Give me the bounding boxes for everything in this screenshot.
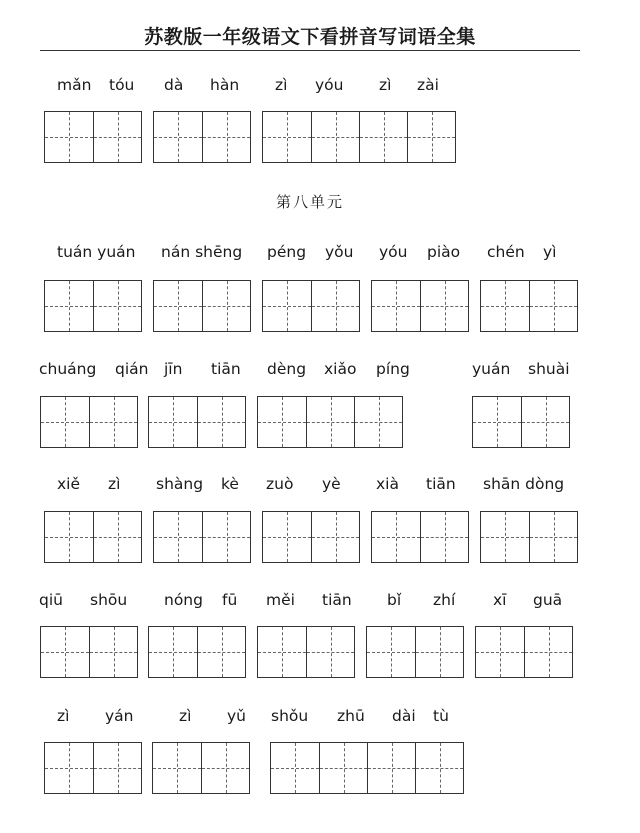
writing-grid[interactable] xyxy=(270,742,464,794)
writing-grid[interactable] xyxy=(148,396,246,448)
pinyin: xiǎo xyxy=(324,360,357,378)
pinyin: shǒu xyxy=(271,707,309,725)
writing-grid[interactable] xyxy=(153,111,251,163)
pinyin: tóu xyxy=(109,76,135,94)
pinyin: shàng xyxy=(156,475,204,493)
pinyin: zì xyxy=(275,76,288,94)
pinyin: qiū xyxy=(39,591,63,609)
pinyin: zhí xyxy=(433,591,456,609)
pinyin: piào xyxy=(427,243,461,261)
pinyin: shān dòng xyxy=(483,475,565,493)
pinyin: yóu xyxy=(379,243,408,261)
title-underline xyxy=(40,50,580,51)
writing-grid[interactable] xyxy=(366,626,464,678)
writing-grid[interactable] xyxy=(257,396,403,448)
writing-grid[interactable] xyxy=(44,511,142,563)
pinyin: zhū xyxy=(337,707,365,725)
pinyin: yuán xyxy=(472,360,511,378)
pinyin: nóng xyxy=(164,591,203,609)
pinyin: yǔ xyxy=(227,707,246,725)
pinyin: mǎn xyxy=(57,76,92,94)
pinyin: zì xyxy=(57,707,70,725)
pinyin: chuáng xyxy=(39,360,97,378)
writing-grid[interactable] xyxy=(475,626,573,678)
pinyin: dèng xyxy=(267,360,307,378)
writing-grid[interactable] xyxy=(44,742,142,794)
pinyin: zì xyxy=(108,475,121,493)
writing-grid[interactable] xyxy=(40,626,138,678)
pinyin: tù xyxy=(433,707,449,725)
pinyin: xià xyxy=(376,475,399,493)
writing-grid[interactable] xyxy=(371,511,469,563)
pinyin: yóu xyxy=(315,76,344,94)
writing-grid[interactable] xyxy=(40,396,138,448)
pinyin: dài xyxy=(392,707,416,725)
pinyin: dà xyxy=(164,76,184,94)
writing-grid[interactable] xyxy=(262,280,360,332)
pinyin: qián xyxy=(115,360,149,378)
pinyin: zì xyxy=(379,76,392,94)
pinyin: jīn xyxy=(164,360,183,378)
writing-grid[interactable] xyxy=(257,626,355,678)
writing-grid[interactable] xyxy=(148,626,246,678)
writing-grid[interactable] xyxy=(371,280,469,332)
pinyin: kè xyxy=(221,475,239,493)
pinyin: zài xyxy=(417,76,439,94)
pinyin: měi xyxy=(266,591,295,609)
pinyin: shōu xyxy=(90,591,128,609)
pinyin: zì xyxy=(179,707,192,725)
writing-grid[interactable] xyxy=(262,111,456,163)
writing-grid[interactable] xyxy=(480,511,578,563)
writing-grid[interactable] xyxy=(44,280,142,332)
pinyin: shuài xyxy=(528,360,570,378)
writing-grid[interactable] xyxy=(152,742,250,794)
pinyin: hàn xyxy=(210,76,240,94)
pinyin: xiě xyxy=(57,475,81,493)
writing-grid[interactable] xyxy=(480,280,578,332)
pinyin: píng xyxy=(376,360,410,378)
pinyin: bǐ xyxy=(387,591,402,609)
pinyin: tiān xyxy=(426,475,456,493)
writing-grid[interactable] xyxy=(153,511,251,563)
pinyin: yán xyxy=(105,707,134,725)
writing-grid[interactable] xyxy=(153,280,251,332)
pinyin: xī xyxy=(493,591,507,609)
writing-grid[interactable] xyxy=(262,511,360,563)
unit-heading: 第八单元 xyxy=(275,193,344,211)
pinyin: yì xyxy=(543,243,557,261)
writing-grid[interactable] xyxy=(44,111,142,163)
pinyin: tuán yuán xyxy=(57,243,136,261)
pinyin: chén xyxy=(487,243,525,261)
page-title: 苏教版一年级语文下看拼音写词语全集 xyxy=(144,26,476,48)
pinyin: guā xyxy=(533,591,563,609)
pinyin: nán shēng xyxy=(161,243,243,261)
pinyin: péng xyxy=(267,243,307,261)
pinyin: tiān xyxy=(322,591,352,609)
pinyin: fū xyxy=(222,591,238,609)
writing-grid[interactable] xyxy=(472,396,570,448)
pinyin: tiān xyxy=(211,360,241,378)
pinyin: yǒu xyxy=(325,243,354,261)
pinyin: yè xyxy=(322,475,341,493)
pinyin: zuò xyxy=(266,475,294,493)
